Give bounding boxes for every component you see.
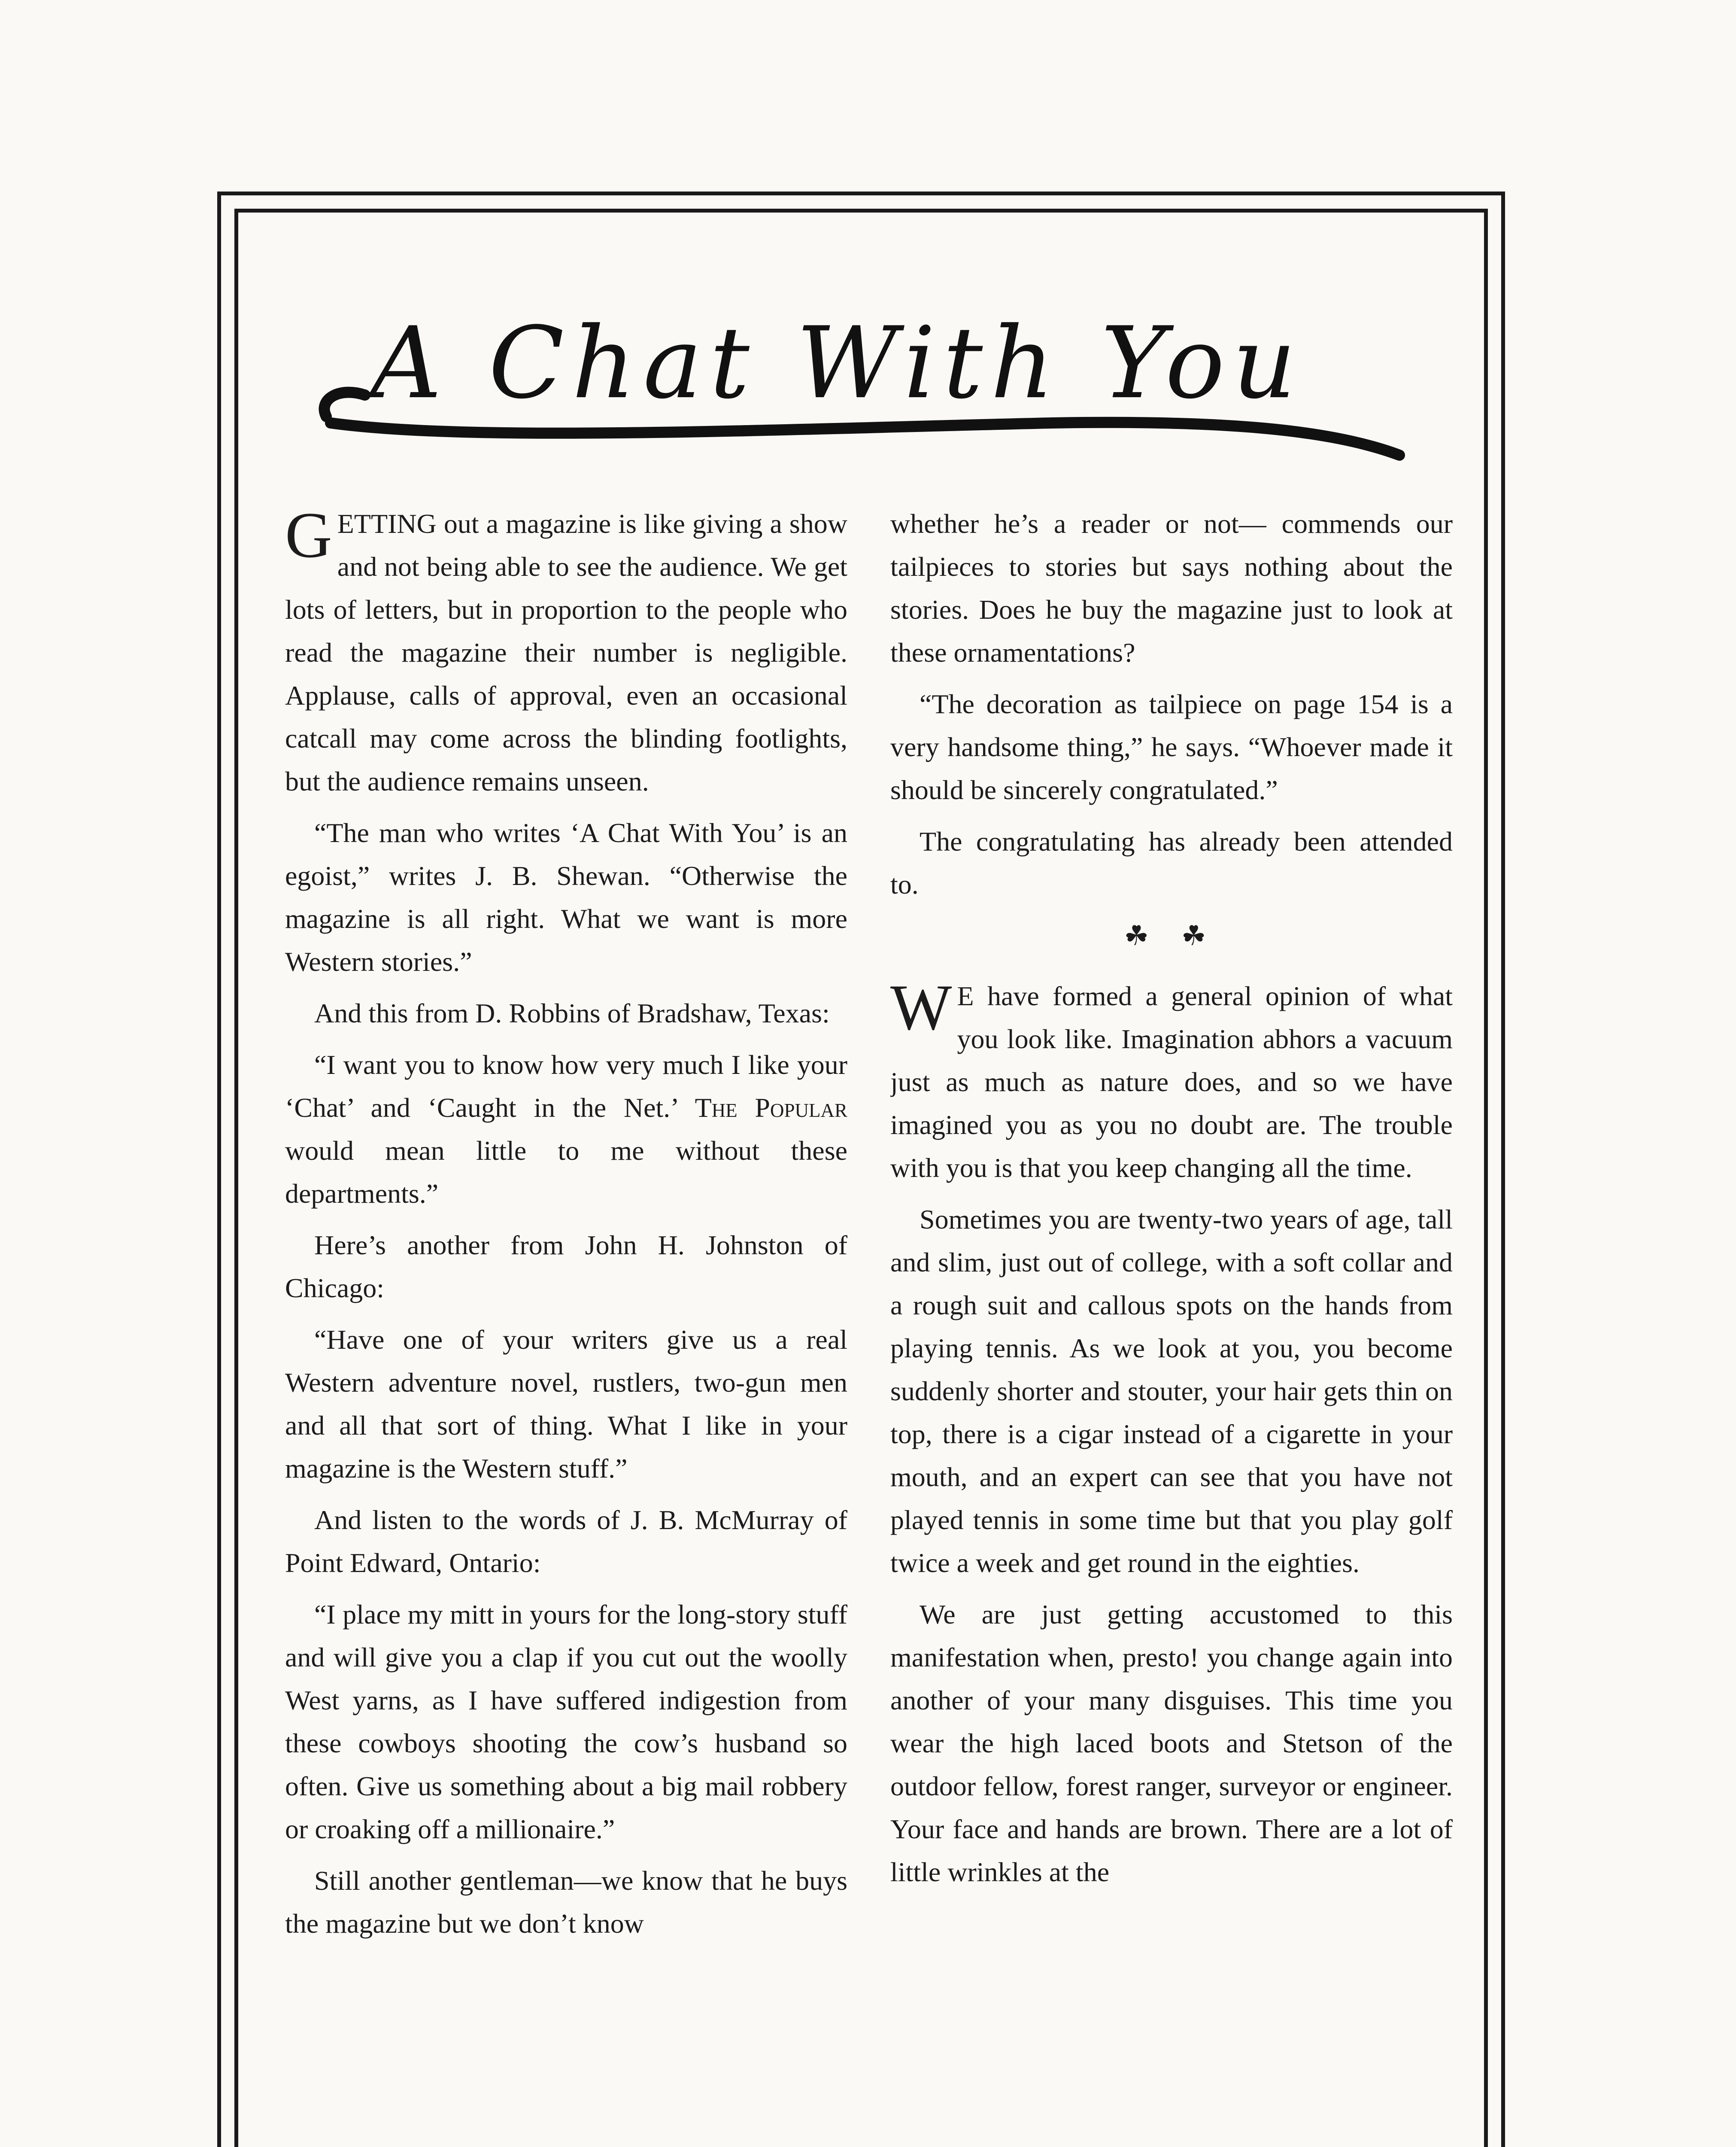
- paragraph-text: would mean little to me without these departments.”: [285, 1135, 847, 1209]
- paragraph: [285, 1043, 847, 1215]
- paragraph: whether he’s a reader or not— commends our tailpieces to stories but says nothing about the stories. Does he buy the magazine just to look at these ornamentations?: [890, 508, 1453, 668]
- paragraph: Here’s another from John H. Johnston of Chicago:: [285, 1230, 847, 1303]
- paragraph: “Have one of your writers give us a real Western adventure novel, rustlers, two-gun men and all that sort of thing. What I like in your magazine is the Western stuff.”: [285, 1324, 847, 1484]
- paragraph: “The decoration as tailpiece on page 154 is a very handsome thing,” he says. “Whoever made it should be sincerely congratulated.”: [890, 689, 1453, 805]
- paragraph-text: “I want you to know how very much I like your ‘Chat’ and ‘Caught in the Net.’: [285, 1049, 847, 1123]
- paragraph: “The man who writes ‘A Chat With You’ is an egoist,” writes J. B. Shewan. “Otherwise the magazine is all right. What we want is more Western stories.”: [285, 818, 847, 977]
- paragraph-text: E have formed a general opinion of what you look like. Imagination abhors a vacuum just as much as nature does, and so we have imagined you as you no doubt are. The trouble with you is that you keep changing all the time.: [890, 981, 1453, 1183]
- paragraph: Sometimes you are twenty-two years of age, tall and slim, just out of college, with a soft collar and a rough suit and callous spots on the hands from playing tennis. As we look at you, you become suddenly shorter and stouter, your hair gets thin on top, there is a cigar instead of a cigarette in your mouth, and an expert can see that you have not played tennis in some time but that you play golf twice a week and get round in the eighties.: [890, 1204, 1453, 1578]
- paragraph: [285, 502, 847, 803]
- article-body: [285, 502, 1453, 2147]
- paragraph: We are just getting accustomed to this manifestation when, presto! you change again into another of your many disguises. This time you wear the high laced boots and Stetson of the outdoor fellow, forest ranger, surveyor or engineer. Your face and hands are brown. There are a lot of little wrinkles at the: [890, 1599, 1453, 1887]
- paragraph: Still another gentleman—we know that he buys the magazine but we don’t know: [285, 1865, 847, 1939]
- drop-cap: G: [285, 502, 332, 571]
- magazine-name: The Popular: [695, 1092, 847, 1123]
- paragraph-text: ETTING out a magazine is like giving a show and not being able to see the audience. We get lots of letters, but in proportion to the people who read the magazine their number is negligible. Applause, calls of approval, even an occasional catcall may come across the blinding footlights, but the audience remains unseen.: [285, 508, 847, 797]
- right-column: [890, 502, 1453, 2147]
- paragraph: The congratulating has already been attended to.: [890, 826, 1453, 900]
- paragraph: “I place my mitt in yours for the long-story stuff and will give you a clap if you cut out the woolly West yarns, as I have suffered indigestion from these cowboys shooting the cow’s husband so often. Give us something about a big mail robbery or croaking off a millionaire.”: [285, 1599, 847, 1844]
- section-break-ornament: ☘ ☘: [1124, 921, 1219, 951]
- title-text: A Chat With You: [370, 306, 1304, 421]
- paragraph: [890, 971, 1453, 1189]
- paragraph: And listen to the words of J. B. McMurray of Point Edward, Ontario:: [285, 1505, 847, 1578]
- left-column: [285, 502, 847, 2147]
- drop-cap: W: [890, 971, 952, 1043]
- page-title: [300, 275, 1425, 498]
- paragraph: And this from D. Robbins of Bradshaw, Texas:: [314, 998, 830, 1028]
